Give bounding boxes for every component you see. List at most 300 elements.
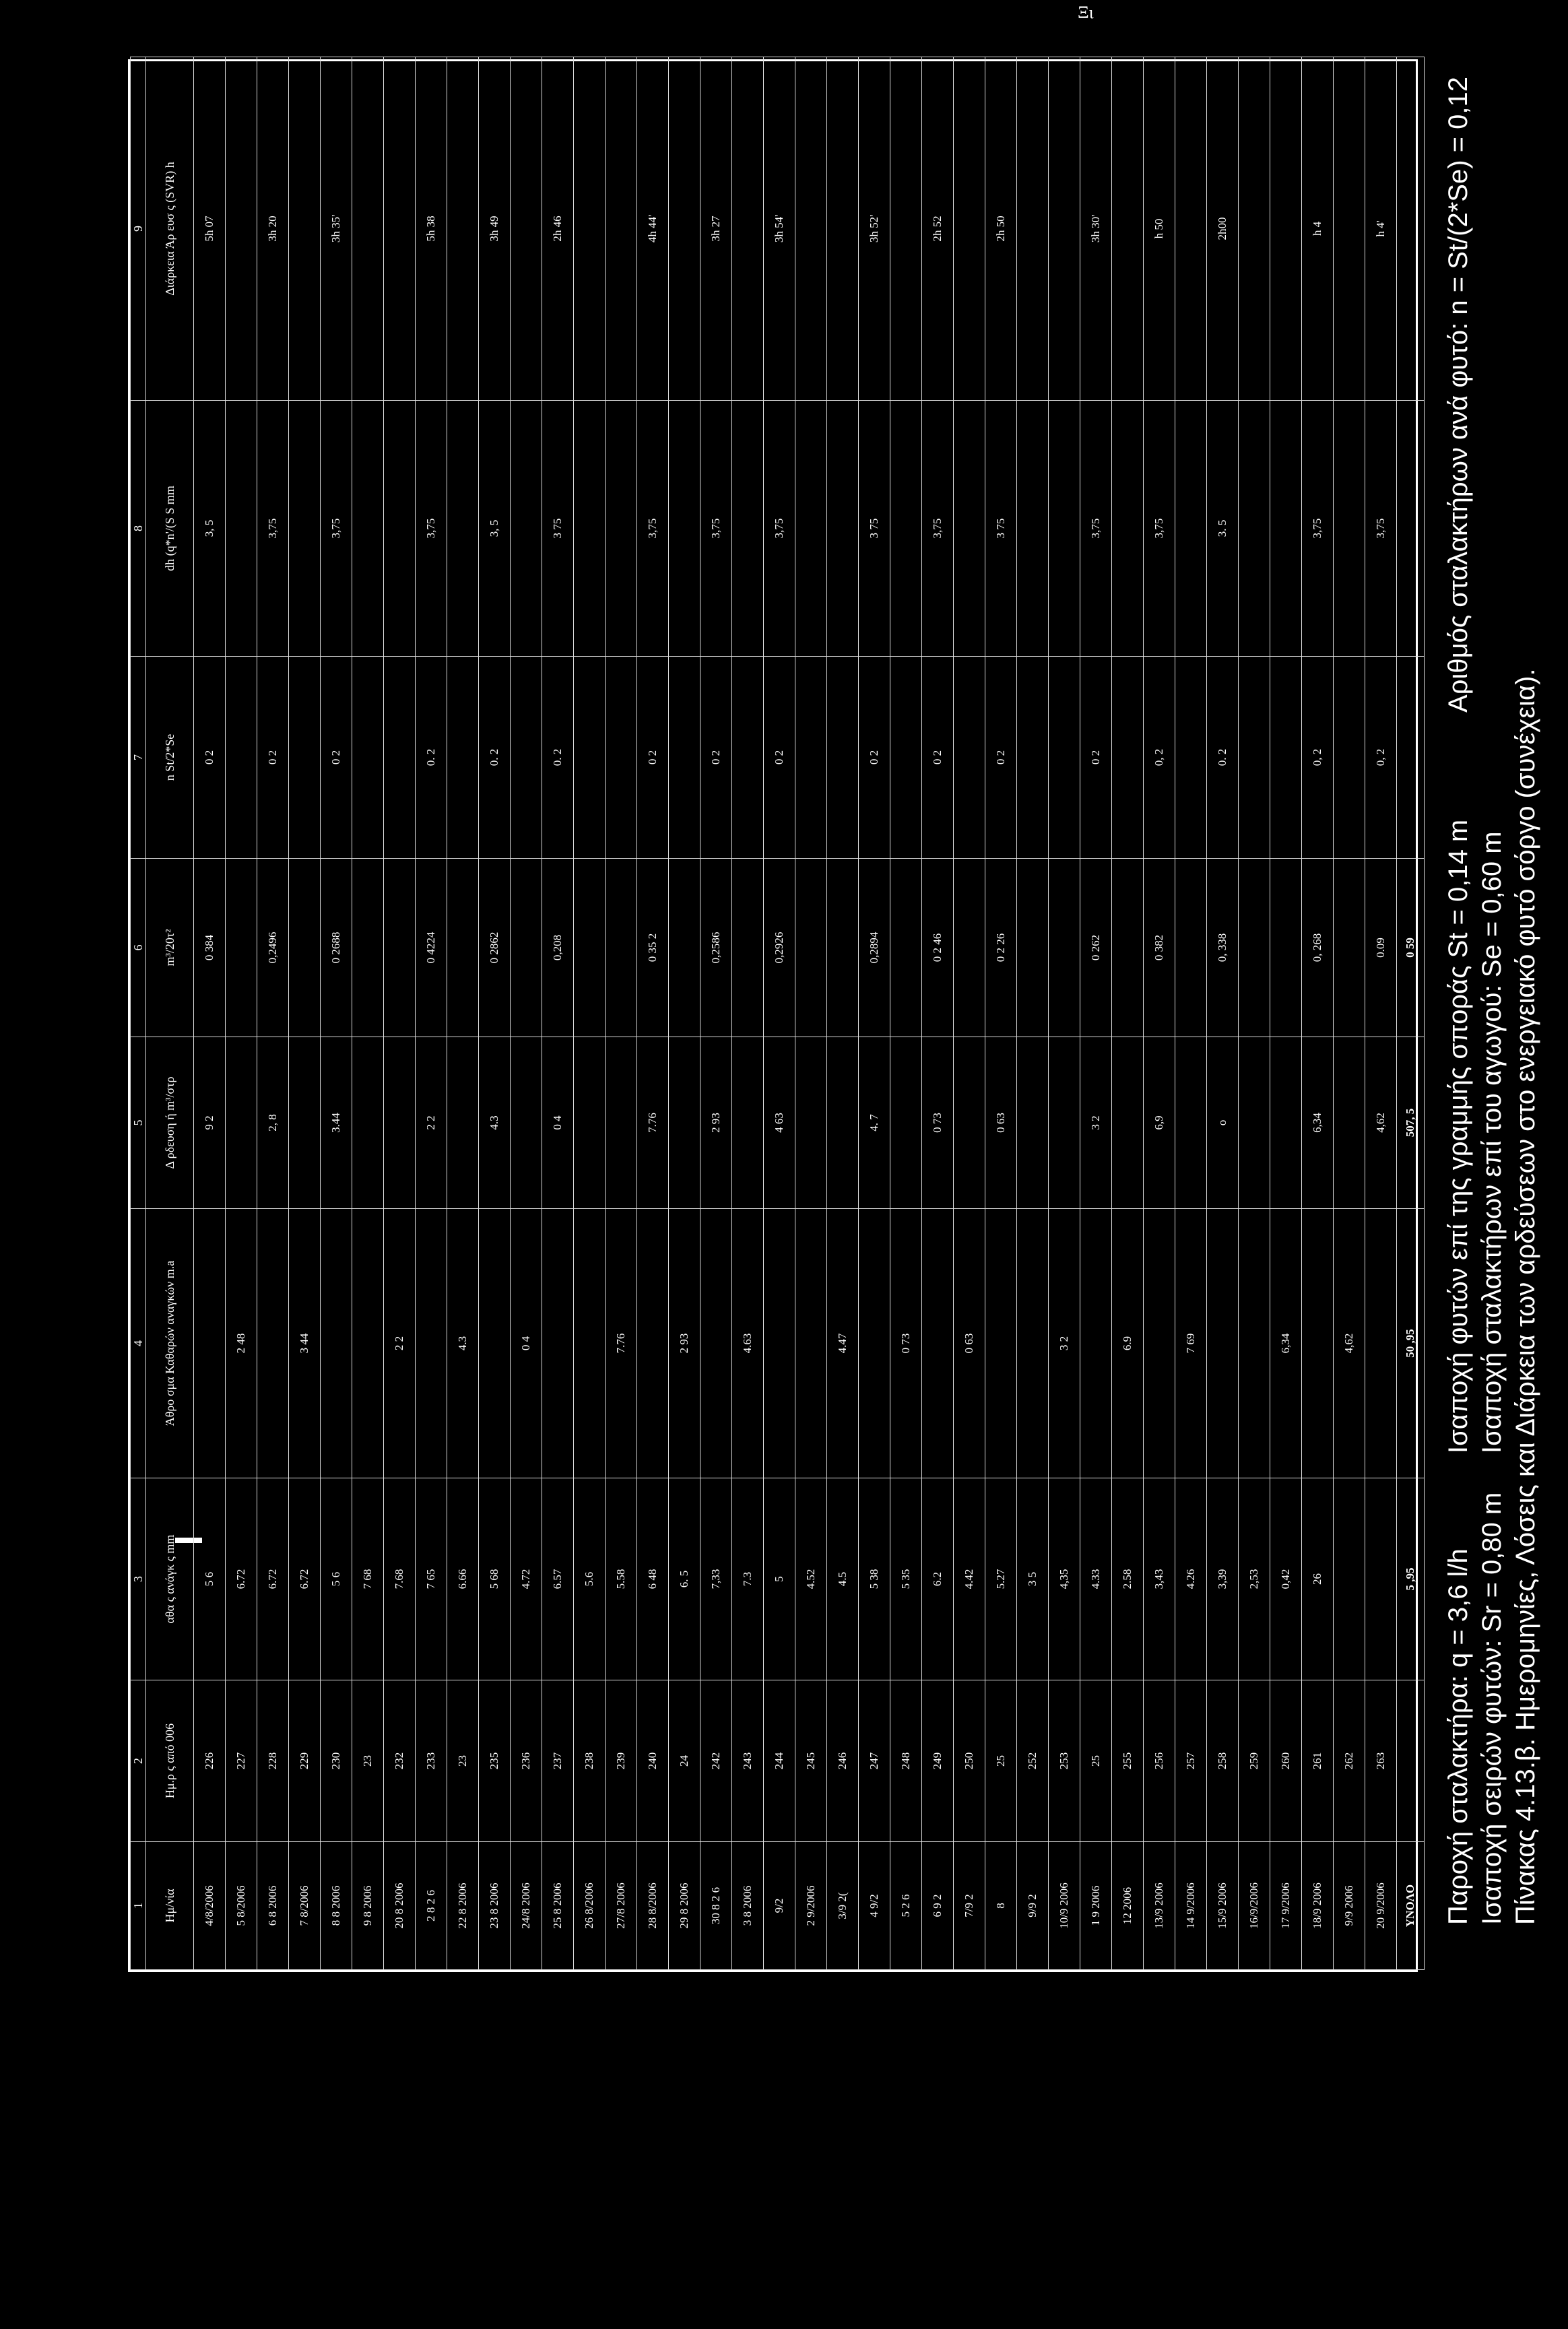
- totals-row: [1397, 57, 1425, 1970]
- table-cell: [542, 1209, 574, 1478]
- table-cell: h 50: [1144, 57, 1175, 401]
- table-row: [1017, 57, 1049, 1970]
- table-cell: [352, 1209, 384, 1478]
- table-cell: 3,75: [922, 401, 954, 657]
- table-row: [1270, 57, 1302, 1970]
- table-cell: [289, 401, 321, 657]
- table-cell: 0 4: [511, 1209, 542, 1478]
- table-row: [1080, 57, 1112, 1970]
- table-cell: 4.72: [511, 1478, 542, 1680]
- table-row: [1239, 57, 1270, 1970]
- table-cell: h 4: [1302, 57, 1334, 401]
- table-cell: 5 2 6: [890, 1842, 922, 1970]
- table-cell: 0 2688: [321, 859, 352, 1037]
- totals-cell: 507, 5: [1397, 1037, 1425, 1209]
- table-cell: [700, 1209, 732, 1478]
- table-cell: [289, 57, 321, 401]
- table-cell: 5 8/2006: [226, 1842, 257, 1970]
- column-header: n St/2*Se: [146, 657, 194, 859]
- table-cell: 237: [542, 1680, 574, 1842]
- table-cell: 259: [1239, 1680, 1270, 1842]
- table-row: [700, 57, 732, 1970]
- table-cell: [827, 1037, 859, 1209]
- table-cell: 4.3: [447, 1209, 479, 1478]
- table-cell: 0 2862: [479, 859, 511, 1037]
- table-cell: 8 8 2006: [321, 1842, 352, 1970]
- table-cell: 0 262: [1080, 859, 1112, 1037]
- table-cell: [511, 657, 542, 859]
- table-row: [859, 57, 890, 1970]
- table-cell: [637, 1209, 669, 1478]
- table-cell: 6,34: [1270, 1209, 1302, 1478]
- table-cell: [1334, 57, 1365, 401]
- table-cell: [732, 657, 764, 859]
- table-cell: 0 4: [542, 1037, 574, 1209]
- table-cell: 6.2: [922, 1478, 954, 1680]
- table-cell: [352, 657, 384, 859]
- table-cell: 23: [352, 1680, 384, 1842]
- table-cell: 245: [795, 1680, 827, 1842]
- table-cell: 3, 5: [194, 401, 226, 657]
- table-cell: 12 2006: [1112, 1842, 1144, 1970]
- table-cell: [1112, 1037, 1144, 1209]
- table-cell: 0 35 2: [637, 859, 669, 1037]
- table-cell: 6,34: [1302, 1037, 1334, 1209]
- table-cell: 261: [1302, 1680, 1334, 1842]
- table-cell: [1334, 401, 1365, 657]
- table-cell: h 4': [1365, 57, 1397, 401]
- column-number: 9: [131, 57, 146, 401]
- table-cell: [1017, 401, 1049, 657]
- table-cell: 0,2894: [859, 859, 890, 1037]
- table-cell: 26 8/2006: [574, 1842, 606, 1970]
- table-cell: 257: [1175, 1680, 1207, 1842]
- table-cell: 0, 2: [1302, 657, 1334, 859]
- table-cell: 3,43: [1144, 1478, 1175, 1680]
- table-cell: [1112, 57, 1144, 401]
- table-cell: [890, 1037, 922, 1209]
- table-row: [1302, 57, 1334, 1970]
- table-cell: [352, 57, 384, 401]
- table-cell: 0,2926: [764, 859, 795, 1037]
- table-cell: 255: [1112, 1680, 1144, 1842]
- table-cell: 15/9 2006: [1207, 1842, 1239, 1970]
- table-cell: 2 8 2 6: [416, 1842, 447, 1970]
- table-cell: 0 4224: [416, 859, 447, 1037]
- table-cell: 24/8 2006: [511, 1842, 542, 1970]
- totals-cell: [1397, 1680, 1425, 1842]
- table-cell: 233: [416, 1680, 447, 1842]
- note-row-spacing: Ισαποχή σειρών φυτών: Sr = 0,80 m: [1477, 1492, 1507, 1925]
- table-cell: 246: [827, 1680, 859, 1842]
- table-cell: 2 93: [669, 1209, 700, 1478]
- table-row: [1334, 57, 1365, 1970]
- table-cell: [1144, 1209, 1175, 1478]
- table-cell: 230: [321, 1680, 352, 1842]
- table-cell: 2,53: [1239, 1478, 1270, 1680]
- table-cell: 3 2: [1049, 1209, 1080, 1478]
- table-cell: 4.26: [1175, 1478, 1207, 1680]
- table-cell: 16/9/2006: [1239, 1842, 1270, 1970]
- table-cell: 5.27: [985, 1478, 1017, 1680]
- table-cell: [1365, 1209, 1397, 1478]
- table-cell: 0, 268: [1302, 859, 1334, 1037]
- table-cell: 2 48: [226, 1209, 257, 1478]
- table-cell: 6. 5: [669, 1478, 700, 1680]
- table-row: [606, 57, 637, 1970]
- table-cell: [1207, 1209, 1239, 1478]
- table-cell: [922, 1209, 954, 1478]
- table-cell: 4 63: [764, 1037, 795, 1209]
- table-cell: 3,75: [1080, 401, 1112, 657]
- table-cell: 256: [1144, 1680, 1175, 1842]
- table-cell: 4,35: [1049, 1478, 1080, 1680]
- totals-cell: 0 59: [1397, 859, 1425, 1037]
- table-cell: 5h 07: [194, 57, 226, 401]
- table-cell: 7/9 2: [954, 1842, 985, 1970]
- table-cell: 3,75: [1144, 401, 1175, 657]
- table-cell: 23 8 2006: [479, 1842, 511, 1970]
- table-cell: [1334, 859, 1365, 1037]
- table-cell: 7.3: [732, 1478, 764, 1680]
- table-cell: [669, 57, 700, 401]
- table-cell: 4/8/2006: [194, 1842, 226, 1970]
- table-row: [669, 57, 700, 1970]
- table-cell: 3h 52': [859, 57, 890, 401]
- table-cell: [1239, 657, 1270, 859]
- note-plant-spacing: Ισαποχή φυτών επί της γραμμής σποράς St = 0,14 m: [1443, 819, 1473, 1453]
- table-cell: [606, 657, 637, 859]
- table-cell: 18/9 2006: [1302, 1842, 1334, 1970]
- table-cell: 24: [669, 1680, 700, 1842]
- table-cell: 5 6: [194, 1478, 226, 1680]
- table-cell: [511, 401, 542, 657]
- table-row: [384, 57, 416, 1970]
- table-cell: [1270, 657, 1302, 859]
- table-cell: 2 2: [384, 1209, 416, 1478]
- table-cell: 1 9 2006: [1080, 1842, 1112, 1970]
- table-cell: 6,9: [1144, 1037, 1175, 1209]
- table-cell: [1270, 401, 1302, 657]
- table-cell: [447, 1037, 479, 1209]
- table-cell: [511, 1037, 542, 1209]
- table-cell: [859, 1209, 890, 1478]
- column-header: Ημ.ρ ς από 006: [146, 1680, 194, 1842]
- table-cell: [669, 401, 700, 657]
- table-cell: 9/9 2006: [1334, 1842, 1365, 1970]
- table-cell: 0 384: [194, 859, 226, 1037]
- table-cell: 3,75: [321, 401, 352, 657]
- table-cell: 3 44: [289, 1209, 321, 1478]
- table-cell: 25: [985, 1680, 1017, 1842]
- table-cell: 7 65: [416, 1478, 447, 1680]
- table-cell: [890, 57, 922, 401]
- table-cell: 0.09: [1365, 859, 1397, 1037]
- table-cell: 4.52: [795, 1478, 827, 1680]
- table-cell: [1334, 1478, 1365, 1680]
- table-cell: 13/9 2006: [1144, 1842, 1175, 1970]
- table-cell: 17 9/2006: [1270, 1842, 1302, 1970]
- table-cell: 6.72: [257, 1478, 289, 1680]
- table-cell: 2 9/2006: [795, 1842, 827, 1970]
- table-cell: [1049, 1037, 1080, 1209]
- table-cell: [1112, 401, 1144, 657]
- table-cell: [827, 657, 859, 859]
- table-cell: 0. 2: [1207, 657, 1239, 859]
- table-cell: 4,62: [1365, 1037, 1397, 1209]
- table-cell: [827, 859, 859, 1037]
- table-cell: [1049, 401, 1080, 657]
- table-cell: [795, 401, 827, 657]
- table-cell: 3 5: [1017, 1478, 1049, 1680]
- table-cell: 7 8/2006: [289, 1842, 321, 1970]
- table-cell: 4 9/2: [859, 1842, 890, 1970]
- table-cell: 0, 2: [1365, 657, 1397, 859]
- table-cell: 260: [1270, 1680, 1302, 1842]
- table-cell: [1017, 657, 1049, 859]
- table-cell: 2h 52: [922, 57, 954, 401]
- table-caption: Πίνακας 4.13.β. Ημερομηνίες, Λόσεις και Διάρκεια των αρδεύσεων στο ενεργειακό φυτό σόργο (συνέχεια).: [1511, 668, 1540, 1925]
- table-cell: [606, 57, 637, 401]
- table-cell: [795, 657, 827, 859]
- table-cell: 250: [954, 1680, 985, 1842]
- table-cell: [289, 1037, 321, 1209]
- table-cell: 3. 5: [1207, 401, 1239, 657]
- table-cell: 20 8 2006: [384, 1842, 416, 1970]
- table-cell: 232: [384, 1680, 416, 1842]
- table-row: [1144, 57, 1175, 1970]
- table-cell: 7.76: [637, 1037, 669, 1209]
- table-cell: [764, 1209, 795, 1478]
- table-cell: [352, 1037, 384, 1209]
- table-row: [511, 57, 542, 1970]
- table-cell: [511, 57, 542, 401]
- table-cell: 0 2 46: [922, 859, 954, 1037]
- column-header: m³/20τ²: [146, 859, 194, 1037]
- table-cell: 5 6: [321, 1478, 352, 1680]
- table-cell: 5 35: [890, 1478, 922, 1680]
- table-row: [447, 57, 479, 1970]
- table-cell: [226, 57, 257, 401]
- table-cell: 0,208: [542, 859, 574, 1037]
- header-row: [146, 57, 194, 1970]
- table-cell: 9 8 2006: [352, 1842, 384, 1970]
- table-cell: [1365, 1478, 1397, 1680]
- table-cell: 3/9 2(: [827, 1842, 859, 1970]
- table-cell: 0 382: [1144, 859, 1175, 1037]
- table-cell: 5h 38: [416, 57, 447, 401]
- table-cell: o: [1207, 1037, 1239, 1209]
- table-cell: [890, 401, 922, 657]
- column-header: Άθρο σμα Καθαρών αναγκών m.a: [146, 1209, 194, 1478]
- table-cell: [416, 1209, 447, 1478]
- table-cell: [447, 859, 479, 1037]
- table-row: [890, 57, 922, 1970]
- table-cell: 3 75: [859, 401, 890, 657]
- table-row: [1207, 57, 1239, 1970]
- table-cell: 6.9: [1112, 1209, 1144, 1478]
- table-row: [985, 57, 1017, 1970]
- table-cell: 0 2: [194, 657, 226, 859]
- table-cell: 3 75: [985, 401, 1017, 657]
- table-cell: 248: [890, 1680, 922, 1842]
- table-cell: 3,75: [416, 401, 447, 657]
- table-cell: 9 2: [194, 1037, 226, 1209]
- table-cell: 242: [700, 1680, 732, 1842]
- table-cell: 229: [289, 1680, 321, 1842]
- table-cell: 249: [922, 1680, 954, 1842]
- table-cell: 5: [764, 1478, 795, 1680]
- table-cell: 0 2 26: [985, 859, 1017, 1037]
- table-cell: 23: [447, 1680, 479, 1842]
- table-cell: 0,42: [1270, 1478, 1302, 1680]
- note-flow: Παροχή σταλακτήρα: q = 3,6 l/h: [1443, 1548, 1473, 1925]
- table-cell: 252: [1017, 1680, 1049, 1842]
- table-cell: 7 68: [352, 1478, 384, 1680]
- table-cell: 26: [1302, 1478, 1334, 1680]
- table-row: [194, 57, 226, 1970]
- table-cell: 3h 27: [700, 57, 732, 401]
- table-cell: 2 2: [416, 1037, 447, 1209]
- column-number: 8: [131, 401, 146, 657]
- column-header: Ημ/νία: [146, 1842, 194, 1970]
- table-cell: 25: [1080, 1680, 1112, 1842]
- table-cell: [954, 657, 985, 859]
- table-row: [257, 57, 289, 1970]
- table-cell: 3h 20: [257, 57, 289, 401]
- table-cell: 2h 50: [985, 57, 1017, 401]
- table-cell: 0 63: [985, 1037, 1017, 1209]
- column-header: dh (q*n'/(S S mm: [146, 401, 194, 657]
- table-cell: 0 73: [890, 1209, 922, 1478]
- table-row: [1049, 57, 1080, 1970]
- table-cell: 5 38: [859, 1478, 890, 1680]
- table-cell: [1017, 859, 1049, 1037]
- table-cell: [1334, 1037, 1365, 1209]
- table-cell: 3,75: [1365, 401, 1397, 657]
- table-cell: 0 2: [321, 657, 352, 859]
- column-header: αθα ς ανάγκ ς mm: [146, 1478, 194, 1680]
- table-cell: 10/9 2006: [1049, 1842, 1080, 1970]
- table-cell: [1017, 57, 1049, 401]
- table-cell: [795, 859, 827, 1037]
- table-row: [352, 57, 384, 1970]
- table-row: [574, 57, 606, 1970]
- table-cell: 6.66: [447, 1478, 479, 1680]
- table-cell: 30 8 2 6: [700, 1842, 732, 1970]
- table-cell: 0 73: [922, 1037, 954, 1209]
- totals-cell: 50 ,95: [1397, 1209, 1425, 1478]
- table-row: [542, 57, 574, 1970]
- table-cell: 3 8 2006: [732, 1842, 764, 1970]
- table-cell: [606, 401, 637, 657]
- table-cell: 3h 54': [764, 57, 795, 401]
- page-mark: Ξι: [1078, 3, 1094, 22]
- table-cell: [795, 1037, 827, 1209]
- table-cell: [1175, 401, 1207, 657]
- table-cell: [1049, 657, 1080, 859]
- table-cell: 2, 8: [257, 1037, 289, 1209]
- table-cell: [574, 401, 606, 657]
- table-cell: 3 75: [542, 401, 574, 657]
- table-row: [1365, 57, 1397, 1970]
- table-cell: [1175, 57, 1207, 401]
- table-cell: 244: [764, 1680, 795, 1842]
- table-cell: [669, 657, 700, 859]
- table-cell: [954, 859, 985, 1037]
- table-cell: 3h 30': [1080, 57, 1112, 401]
- table-cell: [194, 1209, 226, 1478]
- table-cell: [1270, 57, 1302, 401]
- table-cell: 3.44: [321, 1037, 352, 1209]
- totals-cell: YNOΛO: [1397, 1842, 1425, 1970]
- totals-cell: [1397, 401, 1425, 657]
- table-cell: [732, 859, 764, 1037]
- table-cell: [669, 859, 700, 1037]
- table-cell: 0, 2: [1144, 657, 1175, 859]
- table-cell: 7.68: [384, 1478, 416, 1680]
- table-cell: [732, 1037, 764, 1209]
- table-cell: 3,75: [257, 401, 289, 657]
- table-cell: 226: [194, 1680, 226, 1842]
- table-cell: 227: [226, 1680, 257, 1842]
- table-cell: 3,75: [637, 401, 669, 657]
- table-cell: [732, 57, 764, 401]
- column-number: 1: [131, 1842, 146, 1970]
- table-cell: 238: [574, 1680, 606, 1842]
- column-number-row: [131, 57, 146, 1970]
- table-cell: [574, 657, 606, 859]
- table-cell: [384, 401, 416, 657]
- table-cell: 5 68: [479, 1478, 511, 1680]
- table-cell: 4,62: [1334, 1209, 1365, 1478]
- table-cell: 0. 2: [416, 657, 447, 859]
- column-number: 7: [131, 657, 146, 859]
- table-cell: 228: [257, 1680, 289, 1842]
- table-cell: [257, 1209, 289, 1478]
- table-cell: 0. 2: [542, 657, 574, 859]
- table-cell: [352, 859, 384, 1037]
- table-cell: [954, 401, 985, 657]
- table-cell: [226, 657, 257, 859]
- table-cell: [384, 57, 416, 401]
- table-cell: 4.42: [954, 1478, 985, 1680]
- table-body: [194, 57, 1397, 1970]
- table-cell: [1112, 657, 1144, 859]
- table-cell: [352, 401, 384, 657]
- table-row: [954, 57, 985, 1970]
- table-row: [321, 57, 352, 1970]
- table-cell: 253: [1049, 1680, 1080, 1842]
- table-cell: [1239, 401, 1270, 657]
- column-number: 3: [131, 1478, 146, 1680]
- table-cell: 0 2: [764, 657, 795, 859]
- column-number: 4: [131, 1209, 146, 1478]
- table-cell: 2h00: [1207, 57, 1239, 401]
- totals-cell: 5 ,95: [1397, 1478, 1425, 1680]
- table-cell: [1017, 1209, 1049, 1478]
- column-number: 5: [131, 1037, 146, 1209]
- table-cell: [1239, 1209, 1270, 1478]
- table-cell: 0 63: [954, 1209, 985, 1478]
- totals-cell: [1397, 57, 1425, 401]
- column-header: Διάρκεια Άρ ευσ ς (SVR) h: [146, 57, 194, 401]
- table-cell: 2h 46: [542, 57, 574, 401]
- table-cell: 5.6: [574, 1478, 606, 1680]
- table-cell: 29 8 2006: [669, 1842, 700, 1970]
- table-cell: [795, 1209, 827, 1478]
- table-cell: 4.63: [732, 1209, 764, 1478]
